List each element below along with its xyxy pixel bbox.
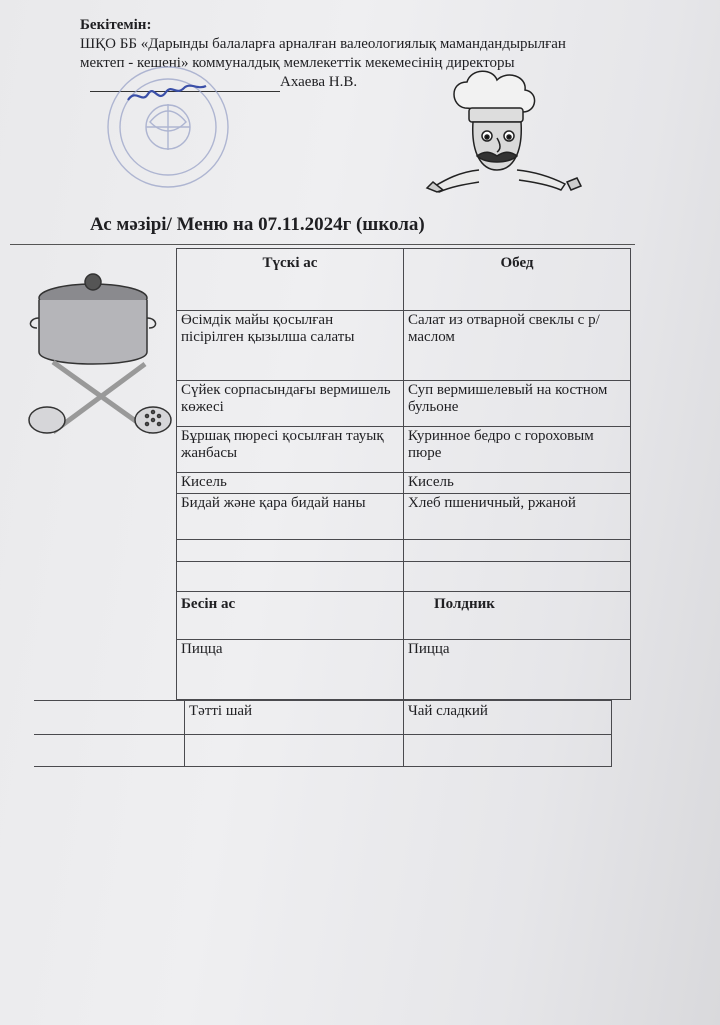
lunch-item-ru: Хлеб пшеничный, ржаной xyxy=(404,494,631,540)
lunch-item-ru: Суп вермишелевый на костном бульоне xyxy=(404,381,631,427)
table-row xyxy=(34,735,612,767)
empty-cell xyxy=(404,562,631,592)
table-row xyxy=(177,640,631,700)
lunch-item-kk: Сүйек сорпасындағы вермишель көжесі xyxy=(177,381,404,427)
chef-cartoon-icon xyxy=(425,70,595,210)
snack-header-kk: Бесін ас xyxy=(177,592,404,640)
snack-item-ru: Пицца xyxy=(404,640,631,700)
table-row xyxy=(177,249,631,311)
empty-cell xyxy=(34,735,185,767)
snack-item-kk: Тәтті шай xyxy=(185,701,404,735)
lunch-item-kk: Кисель xyxy=(177,473,404,494)
lunch-item-kk: Бұршақ пюресі қосылған тауық жанбасы xyxy=(177,427,404,473)
menu-title: Ас мәзірі/ Меню на 07.11.2024г (школа) xyxy=(90,214,425,235)
lunch-header-kk: Түскі ас xyxy=(177,249,404,311)
approval-line-2: мектеп - кешені» коммуналдық мемлекеттік мекемесінің директоры xyxy=(80,55,515,71)
empty-cell xyxy=(185,735,404,767)
table-row xyxy=(177,381,631,427)
table-row xyxy=(177,427,631,473)
table-row xyxy=(177,311,631,381)
empty-cell xyxy=(404,735,612,767)
table-row xyxy=(177,494,631,540)
table-row xyxy=(177,592,631,640)
snack-item-kk: Пицца xyxy=(177,640,404,700)
signer-name: Ахаева Н.В. xyxy=(280,74,358,90)
snack-item-ru: Чай сладкий xyxy=(404,701,612,735)
table-row xyxy=(34,701,612,735)
empty-cell xyxy=(177,562,404,592)
divider xyxy=(10,244,635,245)
approval-heading: Бекітемін: xyxy=(80,17,152,33)
lunch-item-ru: Кисель xyxy=(404,473,631,494)
table-row xyxy=(177,473,631,494)
menu-table xyxy=(176,248,631,700)
cooking-pot-with-ladles-icon xyxy=(25,270,180,445)
stamp-seal-icon xyxy=(98,62,238,192)
empty-cell xyxy=(34,701,185,735)
lunch-item-kk: Бидай және қара бидай наны xyxy=(177,494,404,540)
snack-header-ru: Полдник xyxy=(404,592,631,640)
table-row xyxy=(177,562,631,592)
lunch-item-kk: Өсімдік майы қосылған пісірілген қызылша салаты xyxy=(177,311,404,381)
table-row xyxy=(177,540,631,562)
lunch-item-ru: Куринное бедро с гороховым пюре xyxy=(404,427,631,473)
menu-table-lower xyxy=(34,700,612,767)
empty-cell xyxy=(177,540,404,562)
lunch-item-ru: Салат из отварной свеклы с р/маслом xyxy=(404,311,631,381)
empty-cell xyxy=(404,540,631,562)
approval-line-1: ШҚО ББ «Дарынды балаларға арналған валеологиялық мамандандырылған xyxy=(80,36,566,52)
lunch-header-ru: Обед xyxy=(404,249,631,311)
